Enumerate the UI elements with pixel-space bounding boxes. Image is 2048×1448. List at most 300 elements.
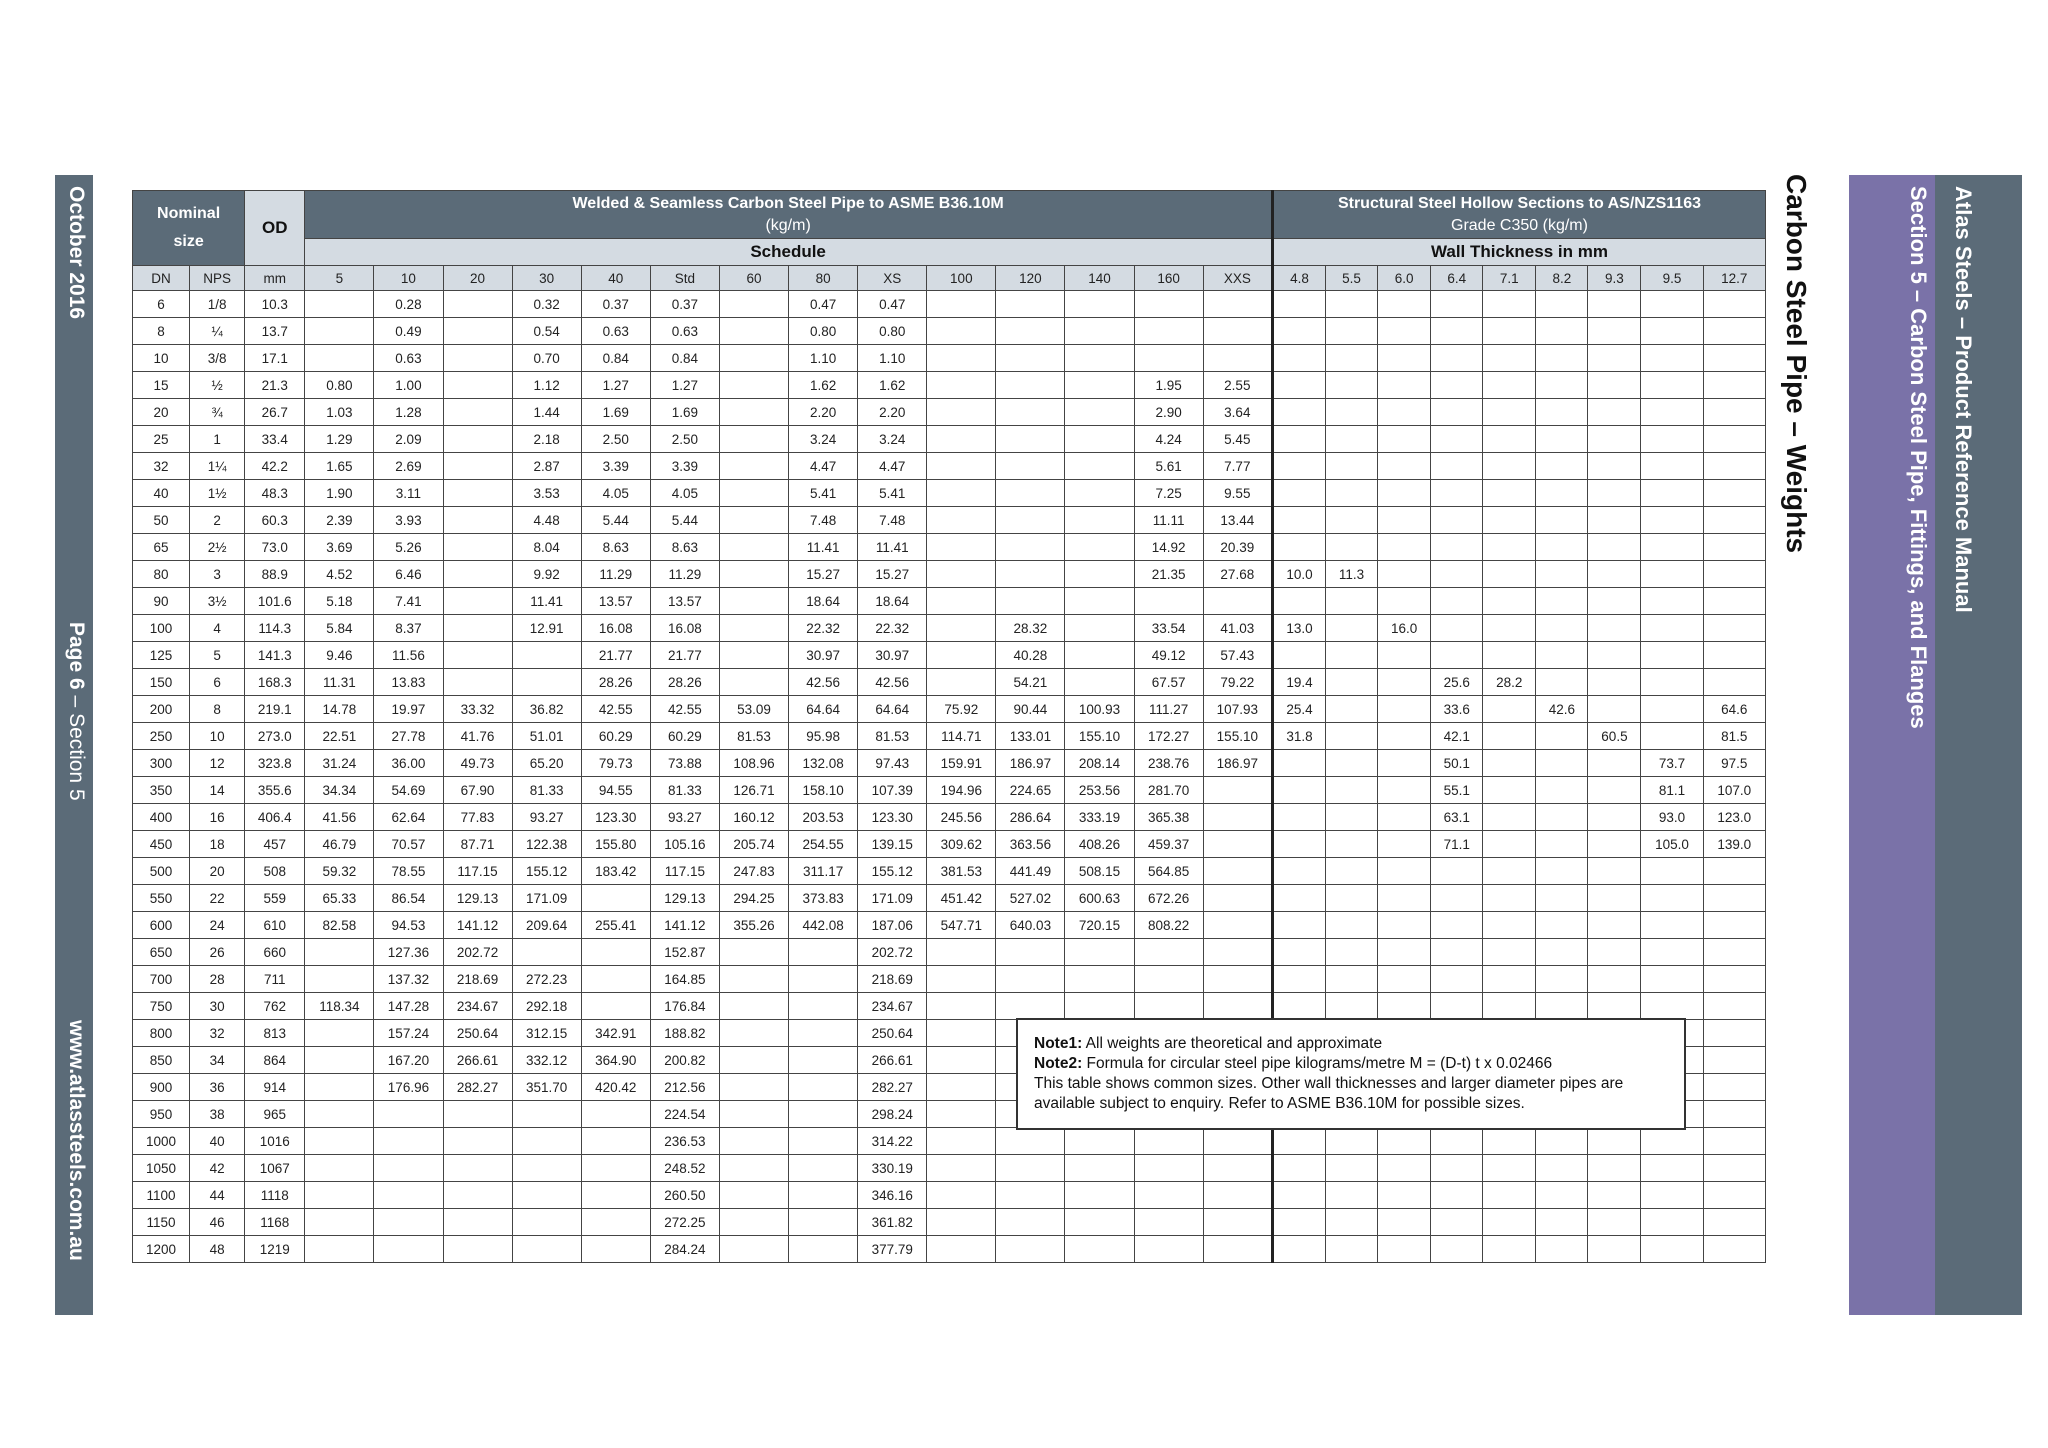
- table-cell: 105.16: [650, 831, 719, 858]
- table-cell: 4.24: [1134, 426, 1203, 453]
- table-cell: 9.55: [1203, 480, 1272, 507]
- table-cell: 3.93: [374, 507, 443, 534]
- table-cell: 238.76: [1134, 750, 1203, 777]
- table-cell: [1065, 939, 1134, 966]
- table-cell: [927, 615, 996, 642]
- table-cell: [719, 534, 788, 561]
- table-cell: 245.56: [927, 804, 996, 831]
- table-cell: [1703, 1020, 1765, 1047]
- table-cell: [1065, 642, 1134, 669]
- table-cell: 90.44: [996, 696, 1065, 723]
- table-cell: 1¼: [190, 453, 245, 480]
- table-cell: [1641, 534, 1703, 561]
- table-cell: 11.3: [1326, 561, 1378, 588]
- table-cell: 101.6: [245, 588, 305, 615]
- table-cell: 36.82: [512, 696, 581, 723]
- table-cell: [1378, 318, 1431, 345]
- table-cell: [927, 372, 996, 399]
- table-cell: 65.33: [305, 885, 374, 912]
- table-cell: [581, 993, 650, 1020]
- table-cell: 97.5: [1703, 750, 1765, 777]
- table-cell: [305, 1128, 374, 1155]
- table-cell: [1483, 345, 1536, 372]
- table-cell: 188.82: [650, 1020, 719, 1047]
- table-cell: 186.97: [996, 750, 1065, 777]
- table-cell: [1703, 453, 1765, 480]
- table-cell: [1065, 1236, 1134, 1263]
- table-cell: [1483, 750, 1536, 777]
- table-cell: 78.55: [374, 858, 443, 885]
- table-cell: [1065, 615, 1134, 642]
- table-cell: [996, 939, 1065, 966]
- table-cell: 6: [190, 669, 245, 696]
- table-cell: 451.42: [927, 885, 996, 912]
- table-cell: [927, 561, 996, 588]
- column-header: 5.5: [1326, 266, 1378, 291]
- table-cell: [1203, 777, 1272, 804]
- table-cell: 64.64: [858, 696, 927, 723]
- table-cell: [305, 1047, 374, 1074]
- table-cell: [1272, 291, 1325, 318]
- table-cell: [443, 426, 512, 453]
- table-cell: 234.67: [443, 993, 512, 1020]
- table-cell: 8.37: [374, 615, 443, 642]
- table-cell: [1272, 345, 1325, 372]
- table-cell: [719, 1128, 788, 1155]
- table-cell: [996, 345, 1065, 372]
- table-cell: 361.82: [858, 1209, 927, 1236]
- table-cell: 808.22: [1134, 912, 1203, 939]
- table-cell: 5.84: [305, 615, 374, 642]
- table-cell: [1431, 885, 1483, 912]
- table-cell: [1378, 993, 1431, 1020]
- note-body: This table shows common sizes. Other wall thicknesses and larger diameter pipes are available subject to enquiry. Refer to ASME B36.10M for possible sizes.: [1034, 1075, 1624, 1112]
- table-cell: [996, 372, 1065, 399]
- note-2-label: Note2:: [1034, 1055, 1083, 1072]
- table-cell: 351.70: [512, 1074, 581, 1101]
- table-cell: [374, 1155, 443, 1182]
- table-cell: 42.56: [858, 669, 927, 696]
- table-cell: 203.53: [789, 804, 858, 831]
- table-cell: [1483, 939, 1536, 966]
- table-cell: 1.10: [789, 345, 858, 372]
- table-cell: [789, 1128, 858, 1155]
- table-cell: [1134, 993, 1203, 1020]
- table-cell: 282.27: [858, 1074, 927, 1101]
- table-cell: 272.25: [650, 1209, 719, 1236]
- table-row: [133, 1128, 1766, 1155]
- column-header: 120: [996, 266, 1065, 291]
- table-cell: 2.09: [374, 426, 443, 453]
- table-cell: [1272, 1236, 1325, 1263]
- table-cell: [1431, 399, 1483, 426]
- table-cell: [1483, 858, 1536, 885]
- column-header: 5: [305, 266, 374, 291]
- table-cell: [305, 966, 374, 993]
- table-cell: 65.20: [512, 750, 581, 777]
- table-cell: [1378, 1182, 1431, 1209]
- table-cell: [1378, 858, 1431, 885]
- table-cell: [1483, 642, 1536, 669]
- table-cell: 15: [133, 372, 190, 399]
- table-cell: 14: [190, 777, 245, 804]
- table-cell: [927, 1101, 996, 1128]
- table-cell: 155.12: [512, 858, 581, 885]
- table-cell: [1641, 561, 1703, 588]
- table-cell: [1431, 453, 1483, 480]
- table-cell: [1483, 1155, 1536, 1182]
- table-cell: [1588, 318, 1641, 345]
- table-cell: 4.52: [305, 561, 374, 588]
- table-cell: [1703, 1128, 1765, 1155]
- table-cell: 2½: [190, 534, 245, 561]
- table-cell: 1000: [133, 1128, 190, 1155]
- table-cell: [1483, 453, 1536, 480]
- table-cell: [1065, 561, 1134, 588]
- table-cell: 65: [133, 534, 190, 561]
- table-cell: 346.16: [858, 1182, 927, 1209]
- table-cell: [927, 426, 996, 453]
- table-cell: [719, 1020, 788, 1047]
- table-cell: 139.15: [858, 831, 927, 858]
- table-cell: 10: [190, 723, 245, 750]
- table-cell: 67.90: [443, 777, 512, 804]
- table-cell: [996, 399, 1065, 426]
- table-cell: 87.71: [443, 831, 512, 858]
- table-cell: [1378, 507, 1431, 534]
- table-cell: 1.10: [858, 345, 927, 372]
- table-cell: [443, 372, 512, 399]
- table-cell: [1431, 507, 1483, 534]
- table-cell: [996, 480, 1065, 507]
- table-cell: [1641, 1155, 1703, 1182]
- table-cell: 48.3: [245, 480, 305, 507]
- table-cell: 38: [190, 1101, 245, 1128]
- table-cell: 117.15: [650, 858, 719, 885]
- table-cell: [581, 1101, 650, 1128]
- table-cell: 20.39: [1203, 534, 1272, 561]
- table-cell: 27.68: [1203, 561, 1272, 588]
- table-cell: 34: [190, 1047, 245, 1074]
- table-cell: 107.39: [858, 777, 927, 804]
- table-cell: 41.56: [305, 804, 374, 831]
- table-cell: [1641, 345, 1703, 372]
- table-cell: [1378, 588, 1431, 615]
- table-cell: [1431, 291, 1483, 318]
- table-cell: [1641, 939, 1703, 966]
- table-cell: [719, 1074, 788, 1101]
- table-cell: 90: [133, 588, 190, 615]
- table-cell: 0.63: [581, 318, 650, 345]
- table-cell: [1378, 561, 1431, 588]
- table-cell: [1703, 318, 1765, 345]
- table-cell: 3/8: [190, 345, 245, 372]
- table-cell: 81.53: [858, 723, 927, 750]
- table-cell: 253.56: [1065, 777, 1134, 804]
- table-cell: [927, 534, 996, 561]
- table-cell: 7.41: [374, 588, 443, 615]
- manual-title: Atlas Steels – Product Reference Manual: [1951, 186, 1976, 613]
- table-cell: 95.98: [789, 723, 858, 750]
- table-cell: 250: [133, 723, 190, 750]
- table-cell: 373.83: [789, 885, 858, 912]
- table-cell: [1378, 750, 1431, 777]
- table-cell: [1065, 1155, 1134, 1182]
- table-cell: 4.47: [858, 453, 927, 480]
- table-cell: 800: [133, 1020, 190, 1047]
- table-cell: 0.63: [650, 318, 719, 345]
- table-cell: 5.61: [1134, 453, 1203, 480]
- table-cell: [1065, 345, 1134, 372]
- table-cell: [1326, 318, 1378, 345]
- table-cell: [719, 1209, 788, 1236]
- table-cell: 11.11: [1134, 507, 1203, 534]
- table-cell: [1536, 885, 1588, 912]
- table-cell: [927, 1074, 996, 1101]
- table-cell: [1378, 1155, 1431, 1182]
- table-cell: 406.4: [245, 804, 305, 831]
- table-cell: 123.0: [1703, 804, 1765, 831]
- table-cell: [719, 1155, 788, 1182]
- table-cell: 18.64: [858, 588, 927, 615]
- table-cell: [1326, 1236, 1378, 1263]
- table-cell: [1588, 885, 1641, 912]
- table-cell: 22.51: [305, 723, 374, 750]
- table-cell: [1703, 1101, 1765, 1128]
- table-cell: [1431, 372, 1483, 399]
- table-cell: 640.03: [996, 912, 1065, 939]
- hollow-header: [1272, 191, 1765, 239]
- table-cell: [1326, 831, 1378, 858]
- table-cell: [443, 561, 512, 588]
- table-cell: [1703, 588, 1765, 615]
- table-cell: [1536, 750, 1588, 777]
- table-cell: [1431, 1236, 1483, 1263]
- table-cell: 30: [190, 993, 245, 1020]
- table-cell: [996, 1209, 1065, 1236]
- table-cell: [1378, 723, 1431, 750]
- table-cell: [1536, 669, 1588, 696]
- table-cell: [1431, 345, 1483, 372]
- table-row: [133, 507, 1766, 534]
- table-cell: [1272, 588, 1325, 615]
- table-cell: [1134, 966, 1203, 993]
- table-cell: [789, 993, 858, 1020]
- table-cell: [1272, 642, 1325, 669]
- table-cell: 125: [133, 642, 190, 669]
- table-cell: 272.23: [512, 966, 581, 993]
- table-cell: [1378, 453, 1431, 480]
- table-cell: 0.47: [789, 291, 858, 318]
- table-cell: [443, 1128, 512, 1155]
- table-cell: [719, 291, 788, 318]
- table-cell: 10.0: [1272, 561, 1325, 588]
- table-cell: 5.44: [581, 507, 650, 534]
- table-cell: 441.49: [996, 858, 1065, 885]
- table-cell: 3.39: [650, 453, 719, 480]
- table-cell: 250.64: [858, 1020, 927, 1047]
- table-cell: [1431, 939, 1483, 966]
- table-cell: [1641, 615, 1703, 642]
- table-cell: 33.4: [245, 426, 305, 453]
- table-cell: [1378, 1128, 1431, 1155]
- table-cell: [443, 453, 512, 480]
- column-header: NPS: [190, 266, 245, 291]
- table-row: [133, 534, 1766, 561]
- table-cell: 2.55: [1203, 372, 1272, 399]
- table-cell: [1326, 507, 1378, 534]
- table-cell: 1.90: [305, 480, 374, 507]
- table-cell: 11.41: [789, 534, 858, 561]
- table-cell: 13.83: [374, 669, 443, 696]
- table-cell: [1378, 885, 1431, 912]
- table-cell: 114.3: [245, 615, 305, 642]
- table-cell: 1.12: [512, 372, 581, 399]
- table-cell: 186.97: [1203, 750, 1272, 777]
- table-cell: 5.41: [789, 480, 858, 507]
- table-cell: 0.37: [581, 291, 650, 318]
- table-cell: 13.57: [581, 588, 650, 615]
- table-row: [133, 966, 1766, 993]
- table-cell: 159.91: [927, 750, 996, 777]
- table-cell: 86.54: [374, 885, 443, 912]
- nominal-size-header: Nominal size: [133, 191, 245, 266]
- table-cell: [1483, 912, 1536, 939]
- table-row: [133, 318, 1766, 345]
- table-row: [133, 885, 1766, 912]
- table-row: [133, 588, 1766, 615]
- table-cell: 312.15: [512, 1020, 581, 1047]
- table-cell: [1536, 588, 1588, 615]
- table-cell: 342.91: [581, 1020, 650, 1047]
- table-cell: [1326, 399, 1378, 426]
- table-cell: [1483, 885, 1536, 912]
- table-cell: [581, 1128, 650, 1155]
- table-cell: 1.62: [789, 372, 858, 399]
- table-cell: 14.92: [1134, 534, 1203, 561]
- table-cell: [374, 1128, 443, 1155]
- table-cell: 19.97: [374, 696, 443, 723]
- table-cell: 1016: [245, 1128, 305, 1155]
- table-cell: [1588, 345, 1641, 372]
- table-cell: [719, 507, 788, 534]
- table-cell: ¼: [190, 318, 245, 345]
- table-cell: 365.38: [1134, 804, 1203, 831]
- table-cell: 62.64: [374, 804, 443, 831]
- table-cell: [1326, 372, 1378, 399]
- table-cell: 19.4: [1272, 669, 1325, 696]
- table-cell: [1326, 1128, 1378, 1155]
- table-cell: 22.32: [789, 615, 858, 642]
- table-cell: [1483, 426, 1536, 453]
- table-cell: 0.84: [650, 345, 719, 372]
- table-cell: [1272, 777, 1325, 804]
- table-cell: ¾: [190, 399, 245, 426]
- table-cell: [1272, 1128, 1325, 1155]
- table-cell: [996, 1236, 1065, 1263]
- table-cell: 350: [133, 777, 190, 804]
- table-cell: 57.43: [1203, 642, 1272, 669]
- table-cell: 218.69: [858, 966, 927, 993]
- table-cell: [512, 1155, 581, 1182]
- table-cell: [719, 480, 788, 507]
- table-cell: 18.64: [789, 588, 858, 615]
- table-cell: 42.6: [1536, 696, 1588, 723]
- table-row: [133, 453, 1766, 480]
- table-cell: 3.53: [512, 480, 581, 507]
- table-cell: 28.26: [581, 669, 650, 696]
- table-row: [133, 831, 1766, 858]
- table-row: [133, 480, 1766, 507]
- table-cell: [1588, 831, 1641, 858]
- table-cell: [1326, 345, 1378, 372]
- table-cell: [719, 642, 788, 669]
- table-cell: 168.3: [245, 669, 305, 696]
- table-cell: [1431, 1209, 1483, 1236]
- table-cell: 377.79: [858, 1236, 927, 1263]
- table-cell: 158.10: [789, 777, 858, 804]
- table-row: [133, 399, 1766, 426]
- table-cell: [996, 588, 1065, 615]
- table-cell: 1.62: [858, 372, 927, 399]
- table-cell: [1134, 1128, 1203, 1155]
- table-cell: [1588, 1182, 1641, 1209]
- table-cell: [1483, 534, 1536, 561]
- table-cell: 2.69: [374, 453, 443, 480]
- table-cell: 6: [133, 291, 190, 318]
- table-cell: [1536, 372, 1588, 399]
- table-cell: [789, 1074, 858, 1101]
- table-cell: [789, 1209, 858, 1236]
- table-cell: [1588, 588, 1641, 615]
- table-cell: [1378, 291, 1431, 318]
- table-cell: 1.69: [650, 399, 719, 426]
- table-cell: [1065, 426, 1134, 453]
- table-cell: [1272, 858, 1325, 885]
- table-cell: 2.90: [1134, 399, 1203, 426]
- table-cell: [1378, 1209, 1431, 1236]
- table-cell: [1272, 885, 1325, 912]
- table-cell: 200.82: [650, 1047, 719, 1074]
- table-cell: [996, 426, 1065, 453]
- table-cell: 600: [133, 912, 190, 939]
- table-cell: [1326, 642, 1378, 669]
- column-header: 10: [374, 266, 443, 291]
- table-cell: 459.37: [1134, 831, 1203, 858]
- table-cell: 160.12: [719, 804, 788, 831]
- column-header: 160: [1134, 266, 1203, 291]
- table-cell: 107.93: [1203, 696, 1272, 723]
- table-cell: [1326, 696, 1378, 723]
- table-cell: [1588, 372, 1641, 399]
- table-cell: 323.8: [245, 750, 305, 777]
- table-cell: [1703, 1155, 1765, 1182]
- table-cell: [1272, 804, 1325, 831]
- table-cell: [1065, 588, 1134, 615]
- table-cell: 60.29: [581, 723, 650, 750]
- table-cell: 6.46: [374, 561, 443, 588]
- table-cell: [1326, 723, 1378, 750]
- table-cell: [1703, 885, 1765, 912]
- table-cell: 286.64: [996, 804, 1065, 831]
- table-cell: [1326, 291, 1378, 318]
- table-cell: [927, 1020, 996, 1047]
- table-cell: [1703, 372, 1765, 399]
- table-cell: [1641, 1182, 1703, 1209]
- table-cell: [1641, 1128, 1703, 1155]
- table-cell: [1641, 669, 1703, 696]
- table-cell: 7.48: [789, 507, 858, 534]
